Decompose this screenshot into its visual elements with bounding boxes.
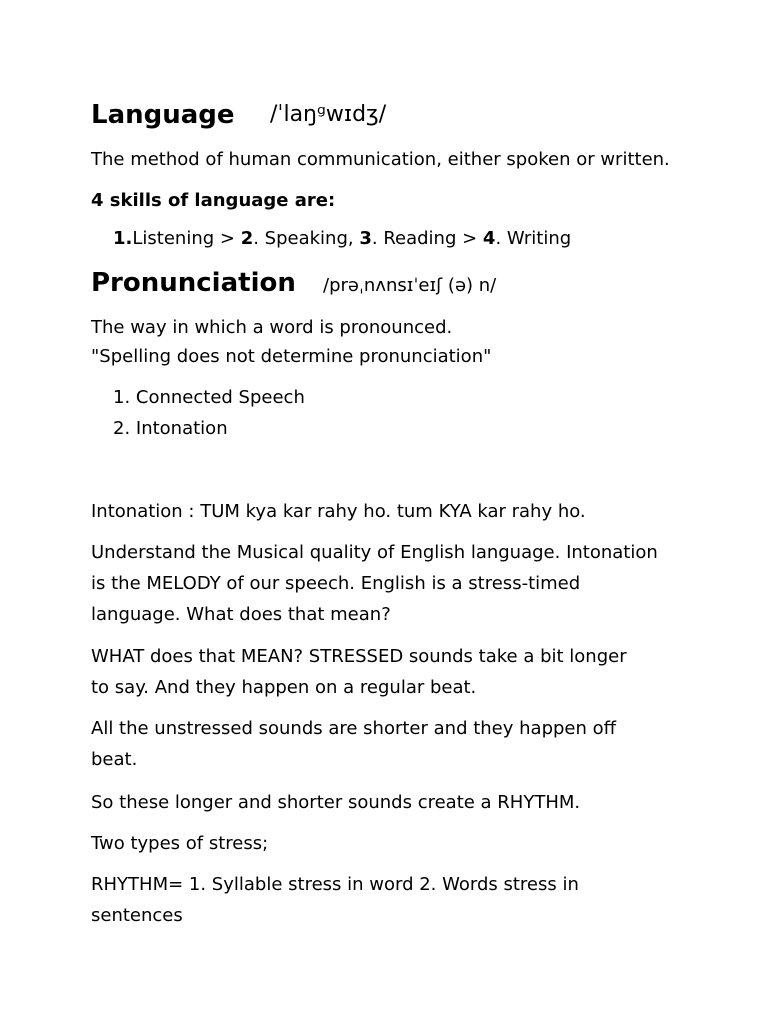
paragraph-3-line-2: beat. bbox=[91, 749, 138, 770]
language-ipa: /ˈlaŋᵍwɪdʒ/ bbox=[270, 102, 387, 127]
paragraph-1-line-2: is the MELODY of our speech. English is a stress-timed bbox=[91, 573, 581, 594]
language-definition: The method of human communication, either spoken or written. bbox=[91, 149, 670, 170]
skill-speaking: . Speaking, bbox=[253, 228, 360, 249]
paragraph-2-line-1: WHAT does that MEAN? STRESSED sounds take a bit longer bbox=[91, 646, 627, 667]
pronunciation-heading: Pronunciation bbox=[91, 268, 296, 298]
paragraph-1-line-3: language. What does that mean? bbox=[91, 604, 391, 625]
paragraph-6-line-2: sentences bbox=[91, 905, 183, 926]
language-heading: Language bbox=[91, 100, 235, 130]
skill-number-1: 1. bbox=[113, 228, 133, 249]
paragraph-4: So these longer and shorter sounds create a RHYTHM. bbox=[91, 792, 581, 813]
pronunciation-definition-line-1: The way in which a word is pronounced. bbox=[91, 317, 453, 338]
pronunciation-definition-line-2: "Spelling does not determine pronunciation" bbox=[91, 346, 492, 367]
skill-listening: Listening bbox=[132, 228, 215, 249]
skill-number-2: 2 bbox=[240, 228, 254, 249]
paragraph-1-line-1: Understand the Musical quality of English language. Intonation bbox=[91, 542, 658, 563]
paragraph-2-line-2: to say. And they happen on a regular beat. bbox=[91, 677, 477, 698]
intonation-example: Intonation : TUM kya kar rahy ho. tum KYA kar rahy ho. bbox=[91, 501, 586, 522]
list-item: 1. Connected Speech bbox=[113, 387, 305, 408]
skills-list bbox=[113, 223, 571, 254]
skill-number-3: 3 bbox=[359, 228, 372, 249]
pronunciation-ipa: /prəˌnʌnsɪˈeɪʃ (ə) n/ bbox=[323, 275, 497, 296]
skill-writing: . Writing bbox=[495, 228, 572, 249]
paragraph-6-line-1: RHYTHM= 1. Syllable stress in word 2. Words stress in bbox=[91, 874, 579, 895]
skill-separator: > bbox=[214, 228, 241, 249]
skill-number-4: 4 bbox=[482, 228, 496, 249]
skills-heading: 4 skills of language are: bbox=[91, 190, 336, 211]
paragraph-3-line-1: All the unstressed sounds are shorter and they happen off bbox=[91, 718, 617, 739]
paragraph-5: Two types of stress; bbox=[91, 833, 269, 854]
skill-reading: . Reading > bbox=[371, 228, 483, 249]
list-item: 2. Intonation bbox=[113, 418, 228, 439]
